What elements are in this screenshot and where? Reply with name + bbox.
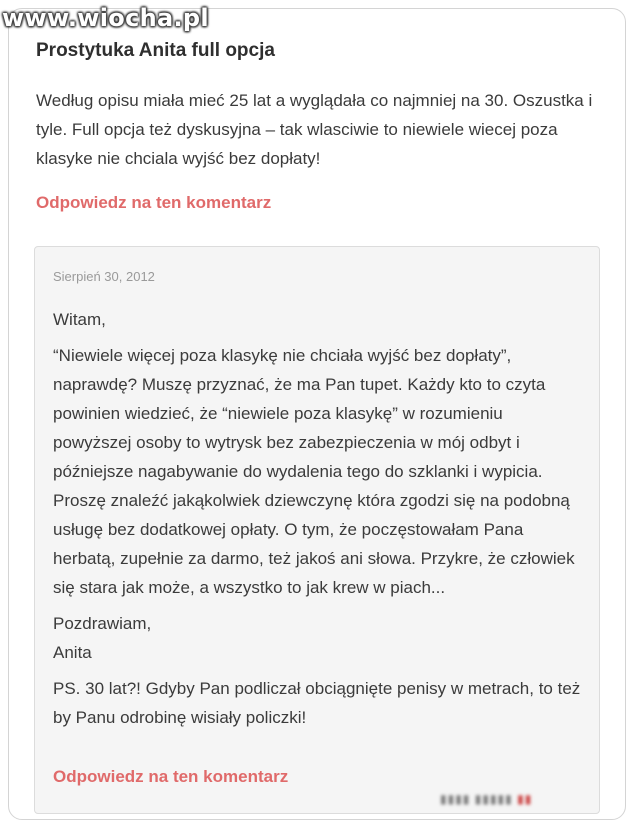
comment-body: Według opisu miała mieć 25 lat a wyglądała co najmniej na 30. Oszustka i tyle. Full opcja też dyskusyjna – tak wlasciwie to niewiele wiecej poza klasyke nie chciala wyjść bez dopłaty! <box>36 91 593 168</box>
reply-date: Sierpień 30, 2012 <box>53 269 155 284</box>
reply-closing: Pozdrawiam, <box>53 614 152 633</box>
reply-to-reply-link[interactable]: Odpowiedz na ten komentarz <box>53 767 289 786</box>
blurred-footer-logo: ▮▮▮▮ ▮▮▮▮▮ ▮▮ <box>440 792 533 806</box>
reply-text <box>53 305 583 739</box>
reply-greeting: Witam, <box>53 310 106 329</box>
reply-to-comment-link[interactable]: Odpowiedz na ten komentarz <box>36 193 272 212</box>
reply-paragraph: “Niewiele więcej poza klasykę nie chciała wyjść bez dopłaty”, naprawdę? Muszę przyznać, że ma Pan tupet. Każdy kto to czyta powinien wiedzieć, że “niewiele poza klasykę” w rozumieniu powyższej osoby to wytrysk bez zabezpieczenia w mój odbyt i późniejsze nagabywanie do wydalenia tego do szklanki i wypicia. Proszę znaleźć jakąkolwiek dziewczynę która zgodzi się na podobną usługę bez dodatkowej opłaty. O tym, że poczęstowałam Pana herbatą, zupełnie za darmo, też jakoś ani słowa. Przykre, że człowiek się stara jak może, a wszystko to jak krew w piach... <box>53 346 575 597</box>
comment-title: Prostytuka Anita full opcja <box>36 40 275 61</box>
reply-box <box>34 246 600 814</box>
reply-ps: PS. 30 lat?! Gdyby Pan podliczał obciągnięte penisy w metrach, to też by Panu odrobinę wisiały policzki! <box>53 679 581 727</box>
site-watermark: www.wiocha.pl <box>2 4 209 32</box>
reply-signature: Anita <box>53 643 92 662</box>
